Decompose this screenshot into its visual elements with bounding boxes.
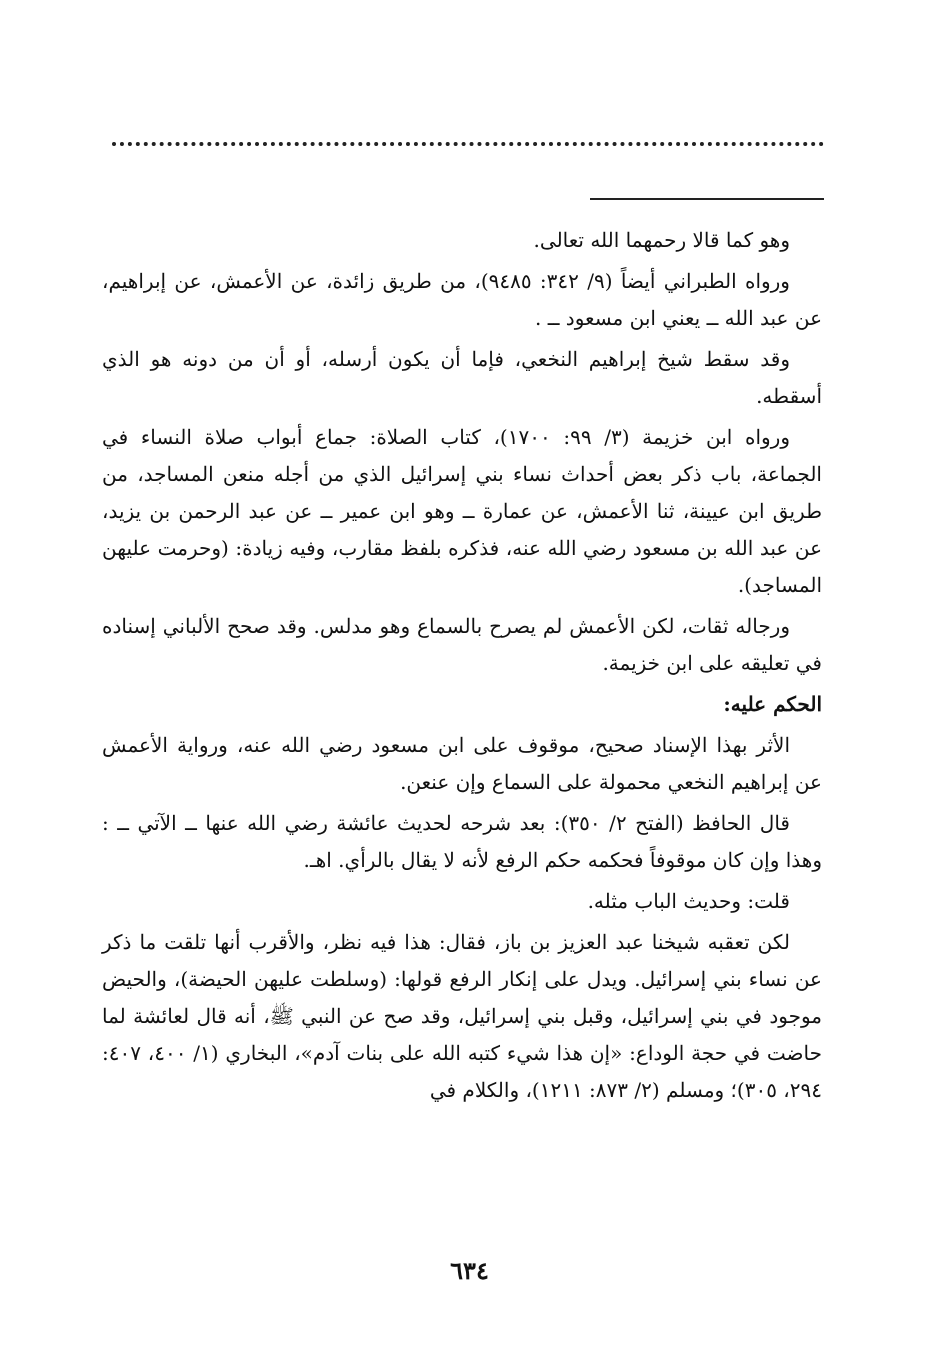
paragraph: الأثر بهذا الإسناد صحيح، موقوف على ابن مسعود رضي الله عنه، ورواية الأعمش عن إبراهيم النخعي محمولة على السماع وإن عنعن. [102, 733, 822, 794]
page-number: ٦٣٤ [450, 1256, 489, 1285]
paragraph: ورواه ابن خزيمة (٣/ ٩٩: ١٧٠٠)، كتاب الصلاة: جماع أبواب صلاة النساء في الجماعة، باب ذكر بعض أحداث نساء بني إسرائيل الذي من أجله منعن المساجد، من طريق ابن عيينة، ثنا الأعمش، عن عمارة ــ وهو ابن عمير ــ عن عبد الرحمن بن يزيد، عن عبد الله بن مسعود رضي الله عنه، فذكره بلفظ مقارب، وفيه زيادة: (وحرمت عليهن المساجد). [102, 425, 822, 597]
paragraph: وقد سقط شيخ إبراهيم النخعي، فإما أن يكون أرسله، أو أن من دونه هو الذي أسقطه. [102, 347, 822, 408]
dotted-separator [112, 142, 824, 146]
paragraph: لكن تعقبه شيخنا عبد العزيز بن باز، فقال: هذا فيه نظر، والأقرب أنها تلقت ما ذكر عن نساء بني إسرائيل. ويدل على إنكار الرفع قولها: (وسلطت عليهن الحيضة)، والحيض موجود في بني إسرائيل، وقبل بني إسرائيل، وقد صح عن النبي ﷺ، أنه قال لعائشة لما حاضت في حجة الوداع: «إن هذا شيء كتبه الله على بنات آدم»، البخاري (١/ ٤٠٠، ٤٠٧: ٢٩٤، ٣٠٥)؛ ومسلم (٢/ ٨٧٣: ١٢١١)، والكلام في [102, 930, 822, 1102]
paragraph: ورجاله ثقات، لكن الأعمش لم يصرح بالسماع وهو مدلس. وقد صحح الألباني إسناده في تعليقه على ابن خزيمة. [102, 614, 822, 675]
paragraph: قلت: وحديث الباب مثله. [587, 889, 790, 913]
section-heading: الحكم عليه: [723, 692, 822, 716]
paragraph: ورواه الطبراني أيضاً (٩/ ٣٤٢: ٩٤٨٥)، من طريق زائدة، عن الأعمش، عن إبراهيم، عن عبد الله ــ يعني ابن مسعود ــ . [102, 269, 822, 330]
paragraph: قال الحافظ (الفتح ٢/ ٣٥٠): بعد شرحه لحديث عائشة رضي الله عنها ــ الآتي ــ : وهذا وإن كان موقوفاً فحكمه حكم الرفع لأنه لا يقال بالرأي. اهـ. [102, 811, 822, 872]
footnote-text [102, 222, 822, 1113]
paragraph: وهو كما قالا رحمهما الله تعالى. [533, 228, 790, 252]
footnote-rule [590, 198, 824, 200]
